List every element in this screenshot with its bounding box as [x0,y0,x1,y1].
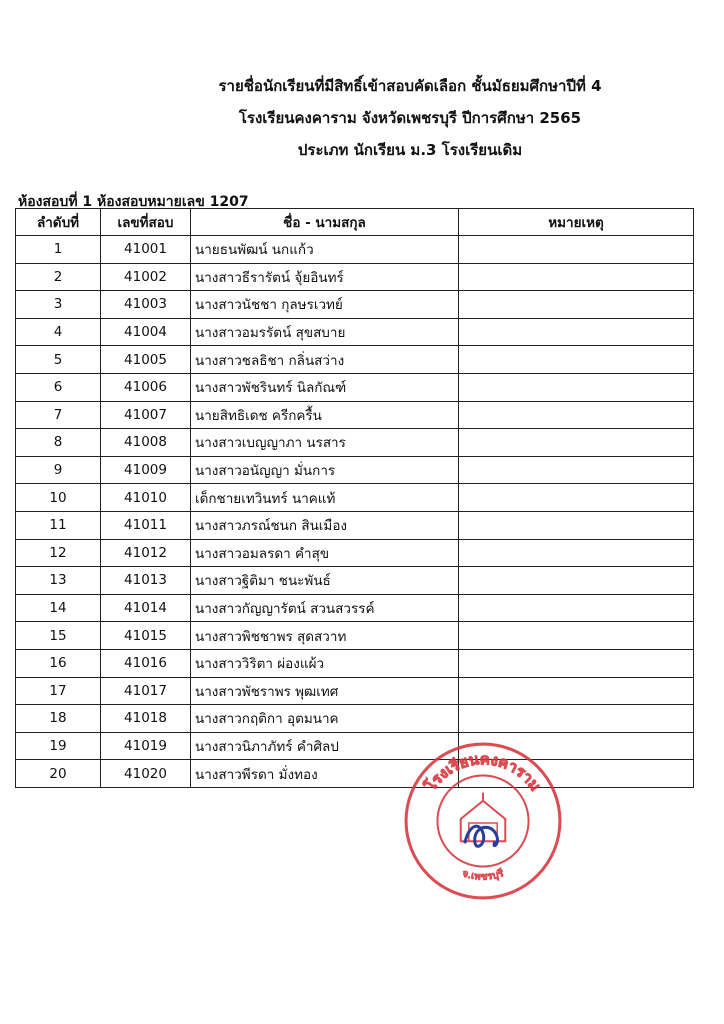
note-cell [459,539,694,567]
exam-id-cell: 41017 [101,677,191,705]
exam-id-cell: 41014 [101,594,191,622]
order-cell: 8 [16,429,101,457]
table-row [16,236,694,264]
order-cell: 17 [16,677,101,705]
student-name-cell: นางสาวอมลรดา คำสุข [191,539,459,567]
table-row [16,401,694,429]
table-row [16,649,694,677]
header-note: หมายเหตุ [459,209,694,236]
student-name-cell: นางสาวนิภาภัทร์ คำศิลป [191,732,459,760]
table-row [16,567,694,595]
note-cell [459,373,694,401]
note-cell [459,236,694,264]
exam-id-cell: 41013 [101,567,191,595]
student-name-cell: นางสาวนัชชา กุลษรเวทย์ [191,291,459,319]
table-row [16,291,694,319]
student-name-cell: นางสาวพัชราพร พุฒเทศ [191,677,459,705]
student-name-cell: นางสาววิริตา ผ่องแผ้ว [191,649,459,677]
student-name-cell: นายธนพัฒน์ นกแก้ว [191,236,459,264]
exam-id-cell: 41018 [101,705,191,733]
note-cell [459,622,694,650]
table-row [16,346,694,374]
table-body [16,236,694,788]
note-cell [459,594,694,622]
exam-id-cell: 41012 [101,539,191,567]
order-cell: 11 [16,511,101,539]
table-row [16,677,694,705]
order-cell: 13 [16,567,101,595]
exam-id-cell: 41016 [101,649,191,677]
table-row [16,622,694,650]
note-cell [459,705,694,733]
note-cell [459,291,694,319]
order-cell: 1 [16,236,101,264]
table-row [16,429,694,457]
note-cell [459,511,694,539]
table-row [16,539,694,567]
exam-room-title: ห้องสอบที่ 1 ห้องสอบหมายเลข 1207 [18,194,249,210]
table-row [16,456,694,484]
student-name-cell: นายสิทธิเดช ครีกครื้น [191,401,459,429]
student-name-cell: นางสาวฐิติมา ชนะพันธ์ [191,567,459,595]
student-name-cell: นางสาวอมรรัตน์ สุขสบาย [191,318,459,346]
student-name-cell: นางสาวธีรารัตน์ จุ้ยอินทร์ [191,263,459,291]
note-cell [459,401,694,429]
exam-id-cell: 41002 [101,263,191,291]
exam-id-cell: 41001 [101,236,191,264]
exam-id-cell: 41005 [101,346,191,374]
order-cell: 4 [16,318,101,346]
student-name-cell: นางสาวชลธิชา กลิ่นสว่าง [191,346,459,374]
order-cell: 2 [16,263,101,291]
order-cell: 10 [16,484,101,512]
student-name-cell: นางสาวกัญญารัตน์ สวนสวรรค์ [191,594,459,622]
order-cell: 15 [16,622,101,650]
note-cell [459,677,694,705]
table-row [16,760,694,788]
student-roster-table [15,208,694,788]
exam-id-cell: 41004 [101,318,191,346]
svg-text:โรงเรียนคงคาราม: โรงเรียนคงคาราม [421,750,545,795]
exam-id-cell: 41015 [101,622,191,650]
order-cell: 19 [16,732,101,760]
order-cell: 12 [16,539,101,567]
table-header-row [16,209,694,236]
exam-id-cell: 41011 [101,511,191,539]
note-cell [459,263,694,291]
header-order: ลำดับที่ [16,209,101,236]
svg-text:จ.เพชรบุรี: จ.เพชรบุรี [460,868,506,883]
exam-id-cell: 41009 [101,456,191,484]
exam-id-cell: 41006 [101,373,191,401]
student-name-cell: นางสาวเบญญาภา นรสาร [191,429,459,457]
header-name: ชื่อ - นามสกุล [191,209,459,236]
student-name-cell: นางสาวพีรดา มั่งทอง [191,760,459,788]
exam-id-cell: 41007 [101,401,191,429]
student-name-cell: เด็กชายเทวินทร์ นาคแท้ [191,484,459,512]
student-name-cell: นางสาวภรณ์ชนก สินเมือง [191,511,459,539]
table-row [16,594,694,622]
table-row [16,511,694,539]
student-name-cell: นางสาวอนัญญา มั่นการ [191,456,459,484]
student-name-cell: นางสาวพิชชาพร สุดสวาท [191,622,459,650]
note-cell [459,484,694,512]
student-name-cell: นางสาวพัชรินทร์ นิลกัณฑ์ [191,373,459,401]
order-cell: 9 [16,456,101,484]
table-row [16,373,694,401]
school-seal-stamp [402,740,564,902]
order-cell: 5 [16,346,101,374]
note-cell [459,456,694,484]
student-name-cell: นางสาวกฤติกา อุตมนาค [191,705,459,733]
exam-id-cell: 41019 [101,732,191,760]
order-cell: 7 [16,401,101,429]
exam-id-cell: 41020 [101,760,191,788]
order-cell: 14 [16,594,101,622]
table-row [16,263,694,291]
header-title: รายชื่อนักเรียนที่มีสิทธิ์เข้าสอบคัดเลือก ชั้นมัธยมศึกษาปีที่ 4 [218,77,602,95]
order-cell: 16 [16,649,101,677]
order-cell: 20 [16,760,101,788]
order-cell: 3 [16,291,101,319]
document-header [150,70,670,166]
note-cell [459,318,694,346]
table-row [16,484,694,512]
note-cell [459,429,694,457]
order-cell: 6 [16,373,101,401]
header-category: ประเภท นักเรียน ม.3 โรงเรียนเดิม [297,141,523,159]
exam-id-cell: 41003 [101,291,191,319]
table-row [16,318,694,346]
exam-id-cell: 41010 [101,484,191,512]
note-cell [459,346,694,374]
header-school: โรงเรียนคงคาราม จังหวัดเพชรบุรี ปีการศึกษา 2565 [238,109,582,127]
table-row [16,705,694,733]
exam-id-cell: 41008 [101,429,191,457]
header-exam-id: เลขที่สอบ [101,209,191,236]
table-row [16,732,694,760]
note-cell [459,649,694,677]
note-cell [459,567,694,595]
order-cell: 18 [16,705,101,733]
